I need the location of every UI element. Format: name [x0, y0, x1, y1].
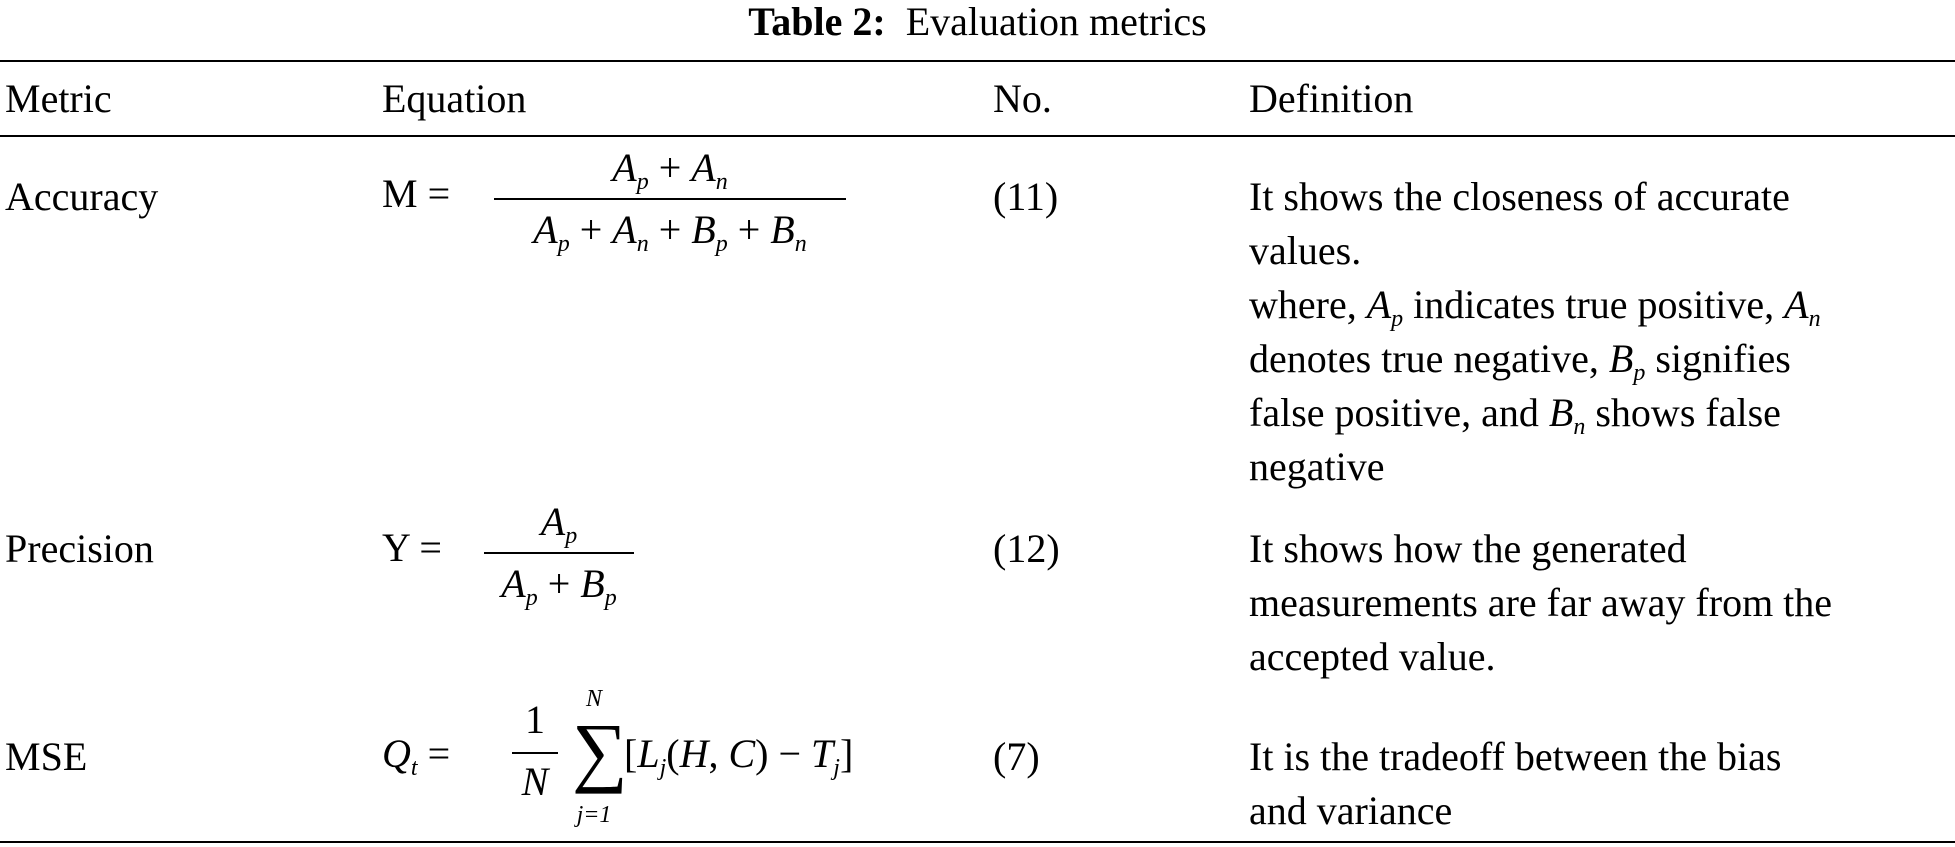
row-mse-definition [1249, 730, 1953, 838]
row-accuracy-metric: Accuracy [5, 174, 159, 219]
definition-line: accepted value. [1249, 634, 1496, 679]
equation-denominator: $A_p + A_n + B_p + B_n$ [533, 207, 807, 257]
equation-lhs: M = [382, 171, 451, 216]
header-definition: Definition [1249, 76, 1414, 121]
table-caption [0, 0, 1955, 50]
equation-numerator: $A_p$ [540, 499, 578, 549]
sum-upper-limit: N [585, 686, 602, 712]
caption-label: Table 2: [748, 0, 886, 44]
equation-fraction [494, 140, 846, 260]
sum-lower-limit: j=1 [576, 802, 612, 828]
definition-line: measurements are far away from the [1249, 580, 1833, 625]
fraction-bar [512, 752, 558, 754]
row-precision-metric: Precision [5, 526, 154, 571]
row-accuracy-definition [1249, 170, 1953, 494]
header-no: No. [993, 76, 1052, 121]
definition-line: and variance [1249, 788, 1453, 833]
bottom-rule [0, 841, 1955, 843]
caption-text: Evaluation metrics [905, 0, 1207, 44]
definition-line: It is the tradeoff between the bias [1249, 734, 1782, 779]
equation-lhs: Y = [382, 525, 442, 570]
fraction-bar [494, 198, 846, 200]
row-mse-no: (7) [993, 734, 1040, 779]
definition-where-line: false positive, and $B_n$ shows false [1249, 390, 1781, 440]
equation-fraction [484, 494, 634, 614]
row-accuracy-no: (11) [993, 174, 1059, 219]
row-mse-metric: MSE [5, 734, 88, 779]
summation-symbol: ∑ [572, 707, 628, 794]
definition-line: It shows the closeness of accurate [1249, 174, 1790, 219]
equation-accuracy [382, 140, 902, 260]
definition-where-line: negative [1249, 444, 1385, 489]
equation-body: [$L_j(H$, $C) - T_j$] [624, 731, 854, 781]
row-precision-no: (12) [993, 526, 1060, 571]
top-rule [0, 60, 1955, 62]
definition-where-line: where, $A_p$ indicates true positive, $A_n$ [1249, 282, 1821, 332]
equation-fraction [512, 696, 558, 816]
header-equation: Equation [382, 76, 527, 121]
definition-where-line: denotes true negative, $B_p$ signifies [1249, 336, 1791, 386]
equation-precision [382, 494, 682, 614]
equation-denominator: $A_p + B_p$ [501, 561, 617, 611]
equation-numerator: 1 [525, 697, 545, 742]
equation-numerator: $A_p + A_n$ [612, 145, 728, 195]
fraction-bar [484, 552, 634, 554]
equation-lhs: $Q_t$ = [382, 731, 451, 781]
row-precision-definition [1249, 522, 1953, 684]
equation-mse [382, 686, 942, 830]
equation-denominator: N [521, 759, 549, 804]
header-metric: Metric [5, 76, 112, 121]
definition-line: It shows how the generated [1249, 526, 1687, 571]
definition-line: values. [1249, 228, 1362, 273]
header-rule [0, 135, 1955, 137]
